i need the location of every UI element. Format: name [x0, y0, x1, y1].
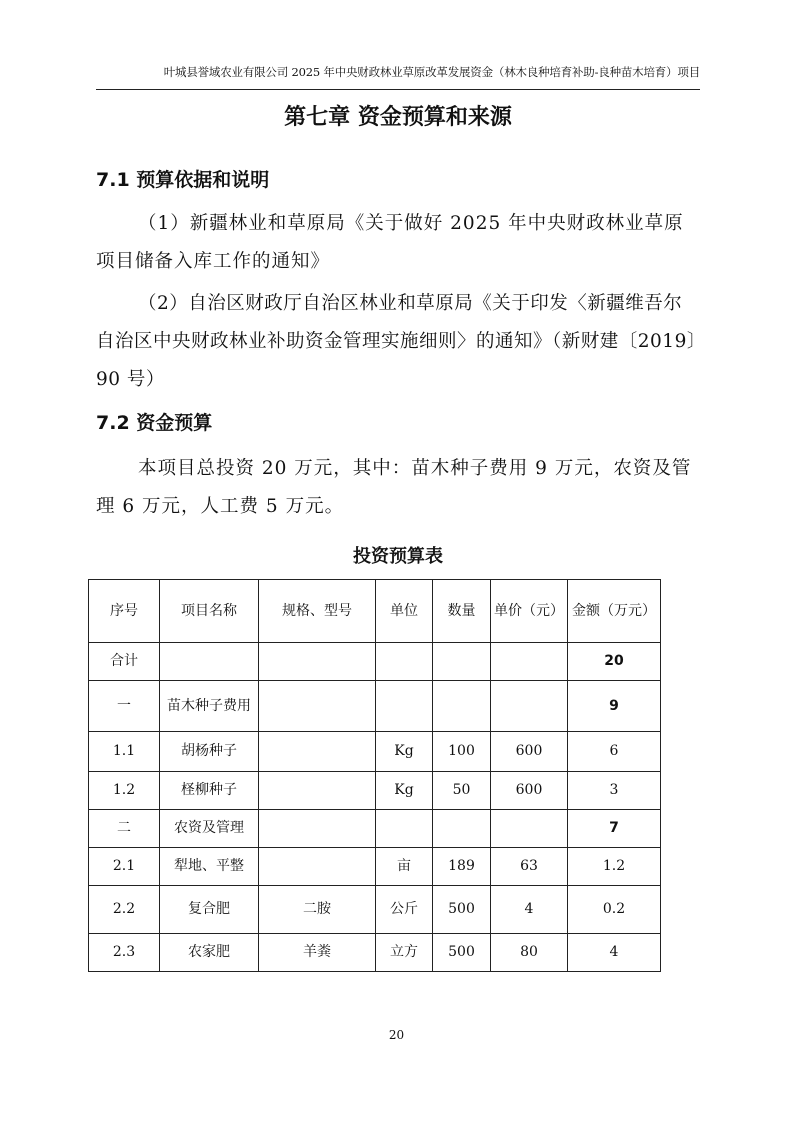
table-cell: Kg — [376, 732, 433, 772]
table-cell — [433, 681, 491, 732]
page-number: 20 — [388, 1028, 405, 1042]
table-cell: 189 — [433, 848, 491, 886]
table-cell: 6 — [568, 732, 661, 772]
table-cell — [259, 772, 376, 810]
table-cell: 2.2 — [89, 886, 160, 934]
table-cell: Kg — [376, 772, 433, 810]
table-cell: 50 — [433, 772, 491, 810]
table-cell: 4 — [491, 886, 568, 934]
header-cell: 序号 — [89, 580, 160, 643]
table-row — [89, 810, 661, 848]
header-cell: 项目名称 — [160, 580, 259, 643]
table-cell — [491, 643, 568, 681]
table-cell: 1.2 — [89, 772, 160, 810]
table-cell: 3 — [568, 772, 661, 810]
table-cell — [376, 810, 433, 848]
table-cell: 100 — [433, 732, 491, 772]
section-heading-7-1: 7.1 预算依据和说明 — [96, 169, 270, 191]
basis-item-2: （2）自治区财政厅自治区林业和草原局《关于印发〈新疆维吾尔自治区中央财政林业补助资金管理实施细则〉的通知》（新财建〔2019〕90 号） — [96, 293, 697, 390]
budget-paragraph: 本项目总投资 20 万元，其中：苗木种子费用 9 万元，农资及管理 6 万元，人工费 5 万元。 — [96, 458, 692, 517]
table-row — [89, 848, 661, 886]
table-cell: 犁地、平整 — [160, 848, 259, 886]
table-cell — [491, 681, 568, 732]
header-cell: 单位 — [376, 580, 433, 643]
table-cell — [259, 643, 376, 681]
header-rule — [96, 89, 700, 90]
table-cell: 公斤 — [376, 886, 433, 934]
table-cell: 苗木种子费用 — [160, 681, 259, 732]
table-cell: 合计 — [89, 643, 160, 681]
table-cell — [259, 681, 376, 732]
running-header: 叶城县誉域农业有限公司 2025 年中央财政林业草原改革发展资金（林木良种培育补助-良种苗木培育）项目 — [163, 65, 700, 79]
table-cell: 2.3 — [89, 934, 160, 972]
table-cell: 9 — [568, 681, 661, 732]
section-heading-7-2: 7.2 资金预算 — [96, 412, 213, 434]
table-cell — [259, 848, 376, 886]
table-cell — [376, 681, 433, 732]
table-cell: 7 — [568, 810, 661, 848]
table-cell: 600 — [491, 732, 568, 772]
table-cell: 20 — [568, 643, 661, 681]
table-cell: 立方 — [376, 934, 433, 972]
table-cell: 500 — [433, 886, 491, 934]
header-cell: 单价（元） — [491, 580, 568, 643]
table-cell: 0.2 — [568, 886, 661, 934]
table-cell: 农家肥 — [160, 934, 259, 972]
table-cell: 2.1 — [89, 848, 160, 886]
table-cell: 4 — [568, 934, 661, 972]
table-cell: 羊粪 — [259, 934, 376, 972]
table-cell: 1.2 — [568, 848, 661, 886]
table-cell: 1.1 — [89, 732, 160, 772]
table-cell: 500 — [433, 934, 491, 972]
table-header-row — [89, 580, 661, 643]
table-cell — [433, 810, 491, 848]
table-cell: 胡杨种子 — [160, 732, 259, 772]
table-cell: 二胺 — [259, 886, 376, 934]
table-cell: 亩 — [376, 848, 433, 886]
table-cell: 一 — [89, 681, 160, 732]
header-cell: 规格、型号 — [259, 580, 376, 643]
table-row — [89, 732, 661, 772]
table-cell: 二 — [89, 810, 160, 848]
chapter-title: 第七章 资金预算和来源 — [284, 105, 512, 130]
table-cell: 80 — [491, 934, 568, 972]
table-title: 投资预算表 — [353, 546, 443, 567]
table-cell: 600 — [491, 772, 568, 810]
table-cell — [376, 643, 433, 681]
table-cell: 农资及管理 — [160, 810, 259, 848]
header-cell: 数量 — [433, 580, 491, 643]
table-cell: 63 — [491, 848, 568, 886]
table-cell — [491, 810, 568, 848]
table-cell — [259, 810, 376, 848]
table-row — [89, 681, 661, 732]
basis-item-1: （1）新疆林业和草原局《关于做好 2025 年中央财政林业草原项目储备入库工作的通知》 — [96, 213, 684, 272]
table-cell: 复合肥 — [160, 886, 259, 934]
table-cell — [259, 732, 376, 772]
table-cell — [433, 643, 491, 681]
budget-table — [88, 579, 661, 972]
table-row — [89, 643, 661, 681]
table-cell — [160, 643, 259, 681]
table-row — [89, 772, 661, 810]
table-row — [89, 886, 661, 934]
header-cell: 金额（万元） — [568, 580, 661, 643]
table-cell: 柽柳种子 — [160, 772, 259, 810]
table-row — [89, 934, 661, 972]
